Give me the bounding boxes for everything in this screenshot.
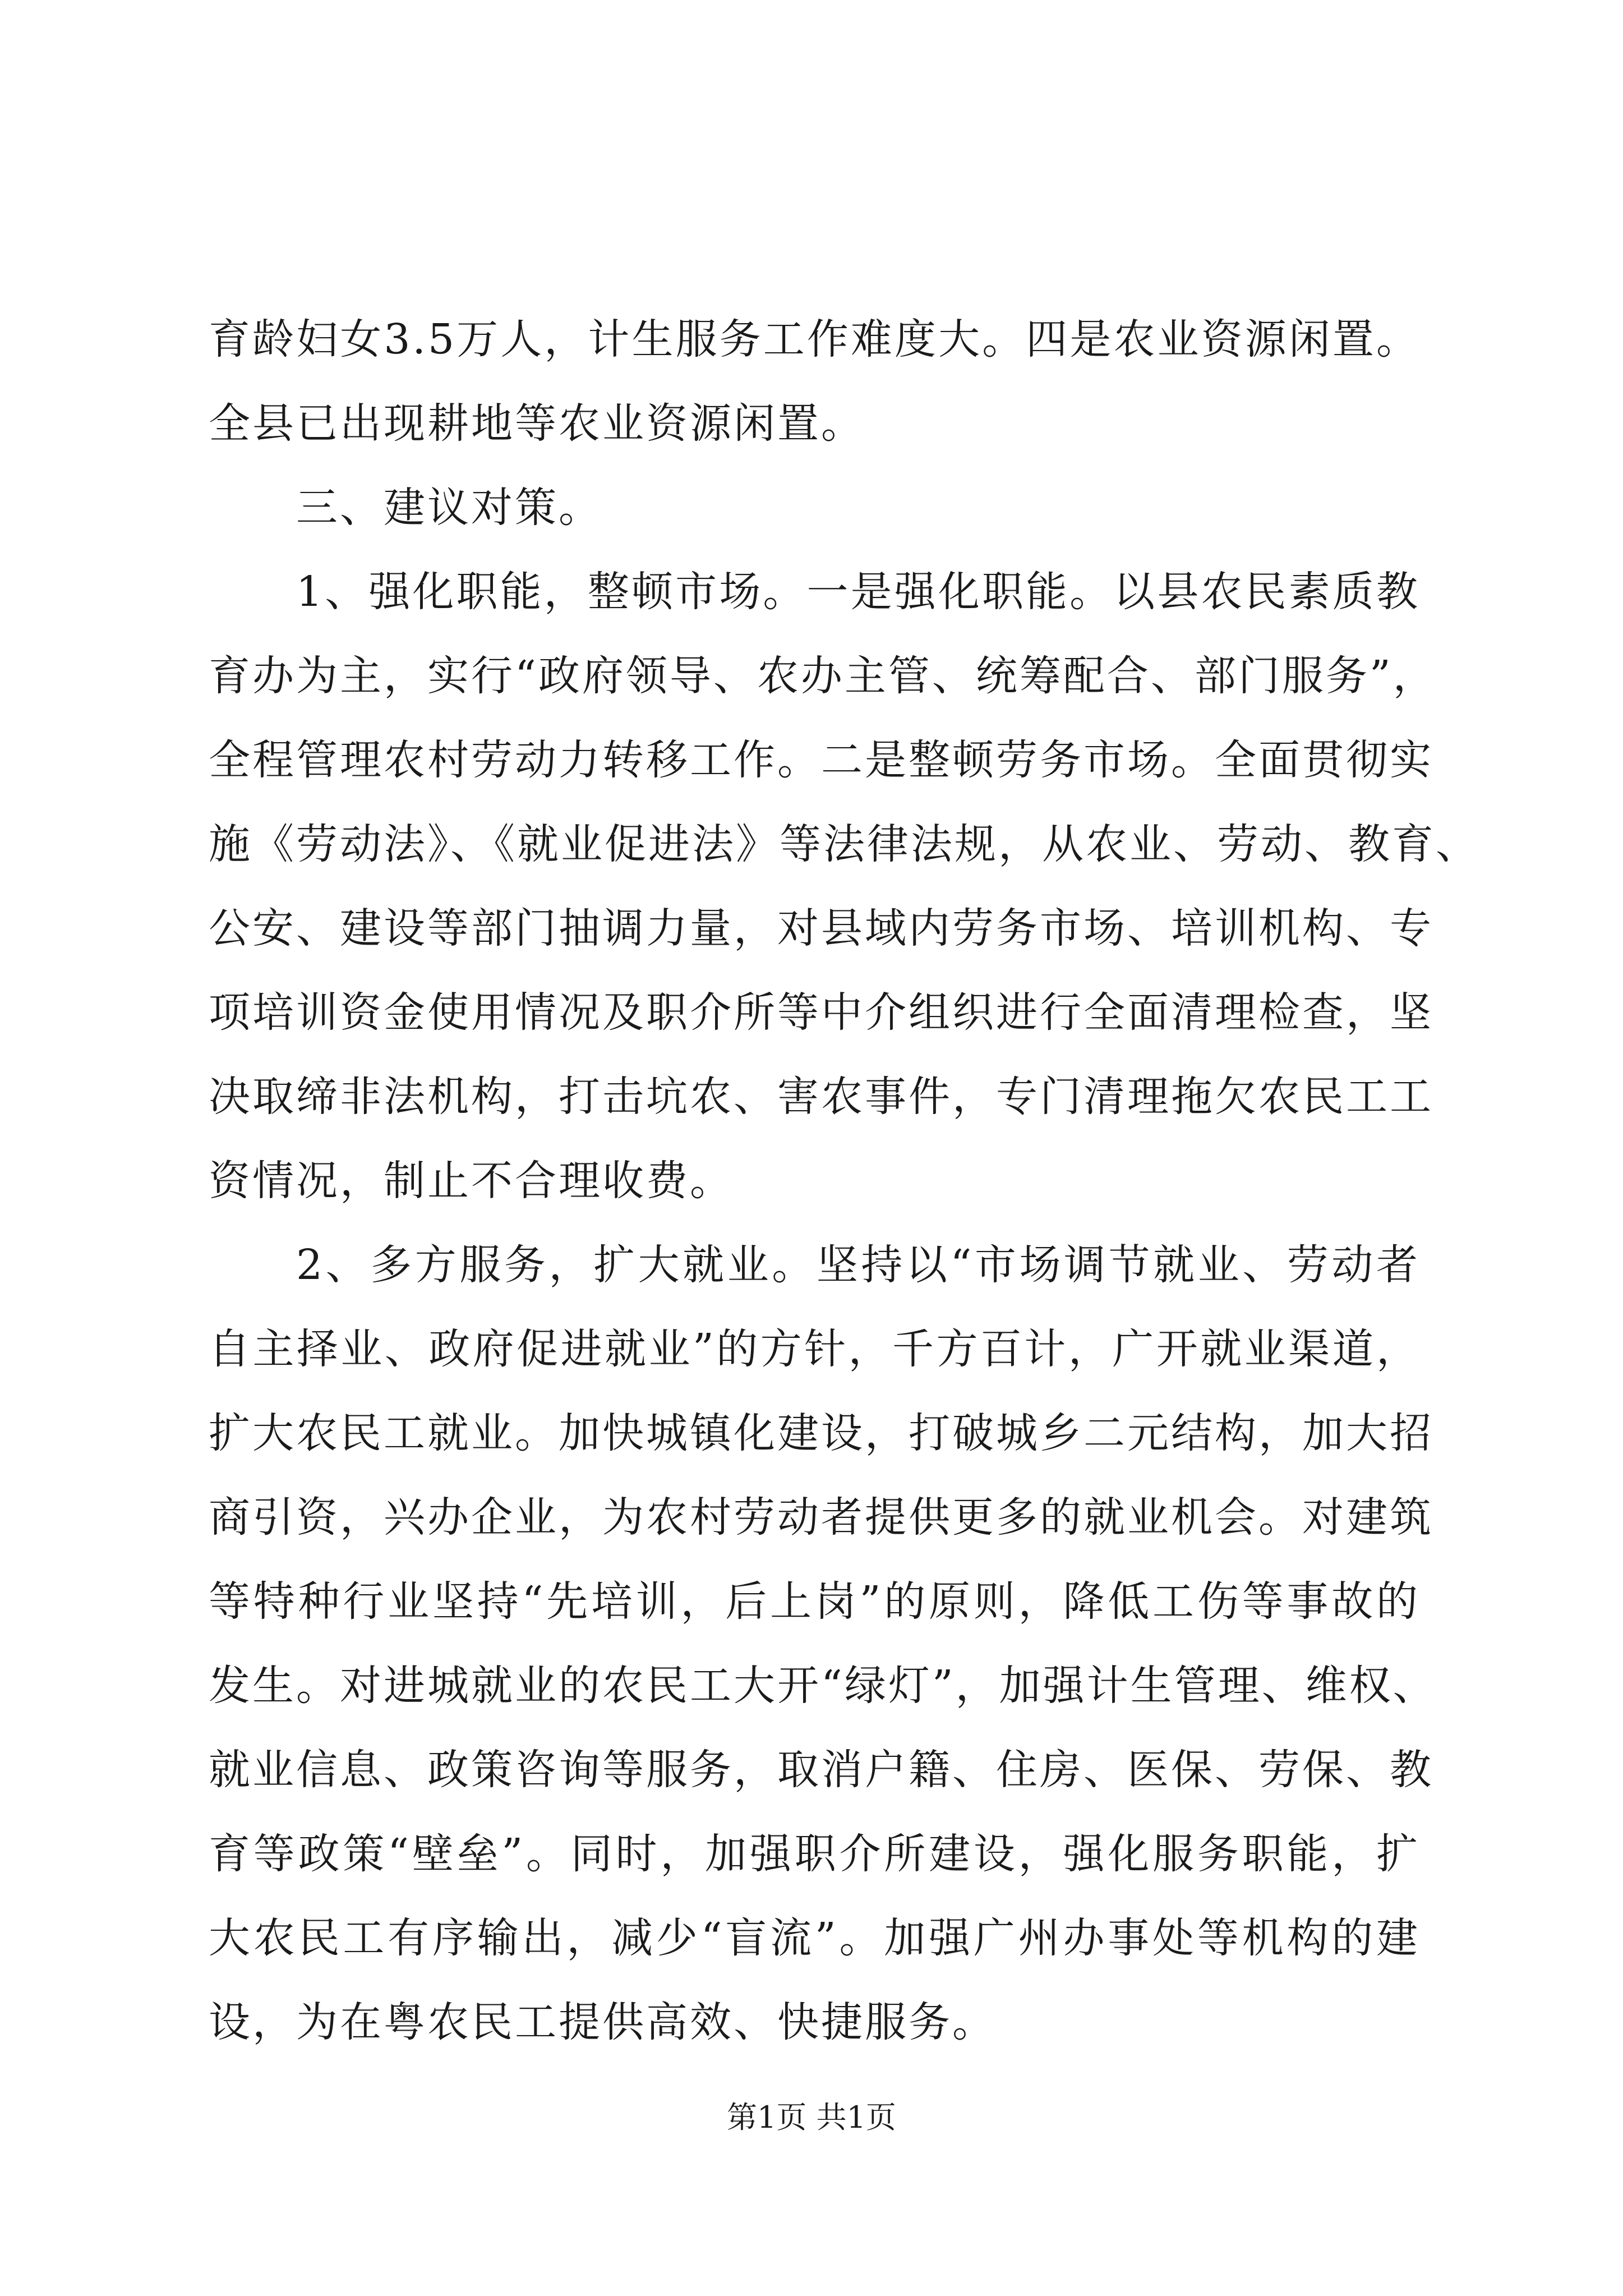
paragraph-line: 育龄妇女3.5万人，计生服务工作难度大。四是农业资源闲置。 [209,315,1420,364]
paragraph-line: 育办为主，实行“政府领导、农办主管、统筹配合、部门服务”， [209,652,1437,700]
paragraph-line: 设，为在粤农民工提供高效、快捷服务。 [209,1998,996,2046]
paragraph-line: 项培训资金使用情况及职介所等中介组织进行全面清理检查，坚 [209,988,1433,1037]
paragraph-line: 2、多方服务，扩大就业。坚持以“市场调节就业、劳动者 [296,1241,1420,1289]
paragraph-line: 就业信息、政策咨询等服务，取消户籍、住房、医保、劳保、教 [209,1746,1433,1794]
paragraph-line: 资情况，制止不合理收费。 [209,1157,734,1205]
paragraph-line: 决取缔非法机构，打击坑农、害农事件，专门清理拖欠农民工工 [209,1073,1433,1121]
paragraph-line: 扩大农民工就业。加快城镇化建设，打破城乡二元结构，加大招 [209,1409,1433,1457]
paragraph-line: 发生。对进城就业的农民工大开“绿灯”，加强计生管理、维权、 [209,1662,1437,1710]
paragraph-line: 全县已出现耕地等农业资源闲置。 [209,399,865,448]
paragraph-line: 商引资，兴办企业，为农村劳动者提供更多的就业机会。对建筑 [209,1493,1433,1542]
paragraph-line: 育等政策“壁垒”。同时，加强职介所建设，强化服务职能，扩 [209,1830,1420,1878]
paragraph-line: 全程管理农村劳动力转移工作。二是整顿劳务市场。全面贯彻实 [209,736,1433,784]
paragraph-line: 自主择业、政府促进就业”的方针，千方百计，广开就业渠道， [209,1325,1420,1373]
paragraph-line: 1、强化职能，整顿市场。一是强化职能。以县农民素质教 [296,568,1420,616]
paragraph-line: 施《劳动法》、《就业促进法》等法律法规，从农业、劳动、教育、 [209,820,1479,868]
paragraph-line: 大农民工有序输出，减少“盲流”。加强广州办事处等机构的建 [209,1914,1420,1962]
section-heading: 三、建议对策。 [296,484,602,532]
paragraph-line: 公安、建设等部门抽调力量，对县域内劳务市场、培训机构、专 [209,904,1433,953]
page-footer: 第1页 共1页 [727,2100,896,2135]
paragraph-line: 等特种行业坚持“先培训，后上岗”的原则，降低工伤等事故的 [209,1577,1420,1626]
